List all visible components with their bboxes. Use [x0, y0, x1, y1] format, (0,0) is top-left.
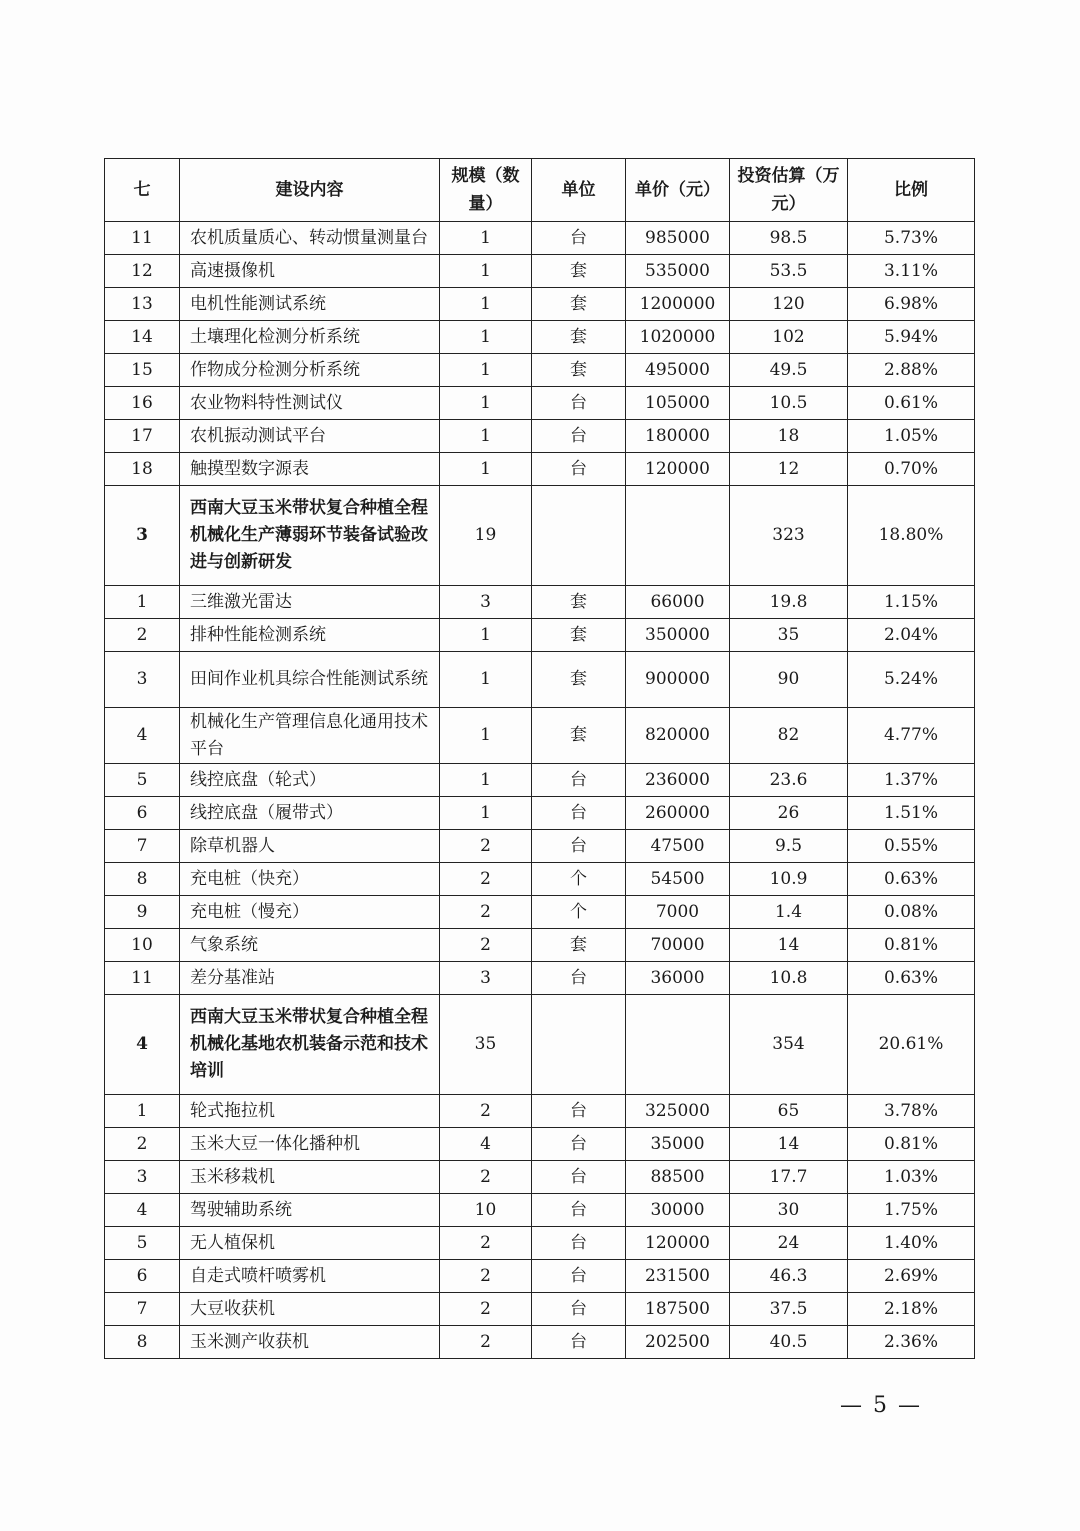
table-row — [105, 962, 975, 995]
cell-unit: 套 — [532, 619, 626, 652]
cell-content: 农机质量质心、转动惯量测量台 — [180, 222, 440, 255]
cell-qty: 1 — [440, 619, 532, 652]
cell-qty: 2 — [440, 863, 532, 896]
cell-content: 自走式喷杆喷雾机 — [180, 1260, 440, 1293]
cell-content: 线控底盘（轮式） — [180, 764, 440, 797]
cell-content: 西南大豆玉米带状复合种植全程机械化生产薄弱环节装备试验改进与创新研发 — [180, 486, 440, 586]
cell-unit: 台 — [532, 1260, 626, 1293]
cell-content: 线控底盘（履带式） — [180, 797, 440, 830]
cell-qty: 2 — [440, 929, 532, 962]
table-header — [105, 159, 975, 222]
cell-ratio: 1.05% — [848, 420, 975, 453]
cell-price: 180000 — [626, 420, 730, 453]
cell-content: 气象系统 — [180, 929, 440, 962]
cell-content: 驾驶辅助系统 — [180, 1194, 440, 1227]
cell-content: 轮式拖拉机 — [180, 1095, 440, 1128]
cell-invest: 46.3 — [730, 1260, 848, 1293]
cell-unit: 台 — [532, 764, 626, 797]
cell-unit: 套 — [532, 586, 626, 619]
header-qty: 规模（数量） — [440, 159, 532, 222]
cell-qty: 1 — [440, 255, 532, 288]
table-row — [105, 708, 975, 764]
table-row — [105, 764, 975, 797]
cell-qty: 1 — [440, 708, 532, 764]
cell-content: 土壤理化检测分析系统 — [180, 321, 440, 354]
cell-content: 无人植保机 — [180, 1227, 440, 1260]
table-row — [105, 863, 975, 896]
cell-invest: 10.9 — [730, 863, 848, 896]
cell-unit: 台 — [532, 830, 626, 863]
cell-unit: 台 — [532, 1095, 626, 1128]
page-number: — 5 — — [840, 1393, 922, 1418]
cell-no: 5 — [105, 764, 180, 797]
cell-no: 11 — [105, 962, 180, 995]
header-no: 七 — [105, 159, 180, 222]
cell-no: 18 — [105, 453, 180, 486]
cell-content: 充电桩（慢充） — [180, 896, 440, 929]
cell-content: 西南大豆玉米带状复合种植全程机械化基地农机装备示范和技术培训 — [180, 995, 440, 1095]
table-row — [105, 652, 975, 708]
cell-unit: 台 — [532, 1194, 626, 1227]
table-row — [105, 619, 975, 652]
cell-price: 325000 — [626, 1095, 730, 1128]
header-content: 建设内容 — [180, 159, 440, 222]
cell-ratio: 0.70% — [848, 453, 975, 486]
cell-no: 15 — [105, 354, 180, 387]
cell-no: 7 — [105, 1293, 180, 1326]
cell-price: 30000 — [626, 1194, 730, 1227]
cell-unit: 台 — [532, 387, 626, 420]
cell-qty: 4 — [440, 1128, 532, 1161]
cell-content: 农机振动测试平台 — [180, 420, 440, 453]
cell-ratio: 0.55% — [848, 830, 975, 863]
cell-invest: 37.5 — [730, 1293, 848, 1326]
cell-unit: 台 — [532, 222, 626, 255]
cell-content: 电机性能测试系统 — [180, 288, 440, 321]
cell-price: 231500 — [626, 1260, 730, 1293]
cell-ratio: 18.80% — [848, 486, 975, 586]
cell-qty: 2 — [440, 1293, 532, 1326]
cell-unit: 套 — [532, 288, 626, 321]
cell-unit: 套 — [532, 929, 626, 962]
cell-qty: 1 — [440, 420, 532, 453]
cell-no: 16 — [105, 387, 180, 420]
cell-price: 236000 — [626, 764, 730, 797]
cell-no: 13 — [105, 288, 180, 321]
cell-invest: 98.5 — [730, 222, 848, 255]
cell-content: 玉米移栽机 — [180, 1161, 440, 1194]
table-row — [105, 830, 975, 863]
cell-price: 1020000 — [626, 321, 730, 354]
cell-price: 202500 — [626, 1326, 730, 1359]
cell-content: 高速摄像机 — [180, 255, 440, 288]
cell-content: 机械化生产管理信息化通用技术平台 — [180, 708, 440, 764]
cell-price: 7000 — [626, 896, 730, 929]
cell-invest: 35 — [730, 619, 848, 652]
table-row — [105, 354, 975, 387]
cell-invest: 65 — [730, 1095, 848, 1128]
cell-ratio: 2.18% — [848, 1293, 975, 1326]
cell-price: 120000 — [626, 1227, 730, 1260]
cell-no: 4 — [105, 708, 180, 764]
cell-content: 农业物料特性测试仪 — [180, 387, 440, 420]
cell-ratio: 2.69% — [848, 1260, 975, 1293]
cell-ratio: 5.94% — [848, 321, 975, 354]
cell-price: 260000 — [626, 797, 730, 830]
cell-invest: 24 — [730, 1227, 848, 1260]
table-row — [105, 929, 975, 962]
cell-unit: 台 — [532, 1161, 626, 1194]
cell-ratio: 3.78% — [848, 1095, 975, 1128]
cell-qty: 1 — [440, 453, 532, 486]
cell-unit: 台 — [532, 1293, 626, 1326]
cell-qty: 2 — [440, 1161, 532, 1194]
cell-unit: 台 — [532, 797, 626, 830]
cell-ratio: 0.81% — [848, 1128, 975, 1161]
header-invest: 投资估算（万元） — [730, 159, 848, 222]
table-row — [105, 1326, 975, 1359]
cell-ratio: 5.24% — [848, 652, 975, 708]
cell-price: 1200000 — [626, 288, 730, 321]
cell-price — [626, 995, 730, 1095]
cell-qty: 35 — [440, 995, 532, 1095]
cell-ratio: 3.11% — [848, 255, 975, 288]
cell-ratio: 2.36% — [848, 1326, 975, 1359]
table-row — [105, 1227, 975, 1260]
header-ratio: 比例 — [848, 159, 975, 222]
cell-ratio: 4.77% — [848, 708, 975, 764]
cell-invest: 26 — [730, 797, 848, 830]
cell-unit: 套 — [532, 255, 626, 288]
cell-invest: 18 — [730, 420, 848, 453]
cell-invest: 1.4 — [730, 896, 848, 929]
header-price: 单价（元） — [626, 159, 730, 222]
cell-content: 玉米测产收获机 — [180, 1326, 440, 1359]
cell-invest: 90 — [730, 652, 848, 708]
cell-content: 充电桩（快充） — [180, 863, 440, 896]
cell-unit: 台 — [532, 1326, 626, 1359]
cell-price: 495000 — [626, 354, 730, 387]
table-row — [105, 420, 975, 453]
cell-price: 47500 — [626, 830, 730, 863]
cell-unit: 套 — [532, 354, 626, 387]
cell-no: 14 — [105, 321, 180, 354]
table-row — [105, 222, 975, 255]
cell-ratio: 1.40% — [848, 1227, 975, 1260]
cell-invest: 17.7 — [730, 1161, 848, 1194]
cell-qty: 3 — [440, 586, 532, 619]
cell-content: 作物成分检测分析系统 — [180, 354, 440, 387]
cell-no: 10 — [105, 929, 180, 962]
table-row — [105, 453, 975, 486]
cell-content: 差分基准站 — [180, 962, 440, 995]
cell-unit: 台 — [532, 1128, 626, 1161]
cell-no: 3 — [105, 1161, 180, 1194]
cell-ratio: 0.63% — [848, 863, 975, 896]
cell-invest: 102 — [730, 321, 848, 354]
table-row — [105, 288, 975, 321]
cell-no: 5 — [105, 1227, 180, 1260]
cell-invest: 49.5 — [730, 354, 848, 387]
cell-qty: 2 — [440, 1227, 532, 1260]
cell-qty: 3 — [440, 962, 532, 995]
cell-invest: 354 — [730, 995, 848, 1095]
cell-no: 1 — [105, 586, 180, 619]
table-row — [105, 321, 975, 354]
table-row — [105, 1161, 975, 1194]
cell-no: 4 — [105, 995, 180, 1095]
table-row — [105, 586, 975, 619]
cell-content: 三维激光雷达 — [180, 586, 440, 619]
cell-price: 900000 — [626, 652, 730, 708]
cell-qty: 1 — [440, 321, 532, 354]
cell-price: 120000 — [626, 453, 730, 486]
cell-price: 88500 — [626, 1161, 730, 1194]
cell-qty: 2 — [440, 830, 532, 863]
cell-no: 3 — [105, 486, 180, 586]
table-row — [105, 1194, 975, 1227]
cell-no: 8 — [105, 1326, 180, 1359]
table-row — [105, 387, 975, 420]
cell-ratio: 1.75% — [848, 1194, 975, 1227]
cell-no: 17 — [105, 420, 180, 453]
table-row — [105, 1293, 975, 1326]
cell-invest: 40.5 — [730, 1326, 848, 1359]
cell-qty: 19 — [440, 486, 532, 586]
cell-invest: 323 — [730, 486, 848, 586]
cell-qty: 1 — [440, 288, 532, 321]
table-body — [105, 222, 975, 1359]
cell-unit: 台 — [532, 1227, 626, 1260]
table-row — [105, 896, 975, 929]
cell-no: 8 — [105, 863, 180, 896]
cell-content: 触摸型数字源表 — [180, 453, 440, 486]
cell-price: 187500 — [626, 1293, 730, 1326]
group-row — [105, 995, 975, 1095]
cell-invest: 14 — [730, 1128, 848, 1161]
cell-price: 105000 — [626, 387, 730, 420]
cell-invest: 12 — [730, 453, 848, 486]
table-row — [105, 797, 975, 830]
cell-no: 2 — [105, 619, 180, 652]
cell-ratio: 2.04% — [848, 619, 975, 652]
cell-ratio: 2.88% — [848, 354, 975, 387]
cell-no: 6 — [105, 1260, 180, 1293]
cell-ratio: 0.81% — [848, 929, 975, 962]
cell-ratio: 0.61% — [848, 387, 975, 420]
cell-unit: 台 — [532, 962, 626, 995]
cell-ratio: 1.37% — [848, 764, 975, 797]
cell-invest: 82 — [730, 708, 848, 764]
cell-invest: 53.5 — [730, 255, 848, 288]
cell-invest: 30 — [730, 1194, 848, 1227]
cell-invest: 9.5 — [730, 830, 848, 863]
cell-content: 田间作业机具综合性能测试系统 — [180, 652, 440, 708]
table-row — [105, 1128, 975, 1161]
cell-qty: 1 — [440, 764, 532, 797]
cell-no: 6 — [105, 797, 180, 830]
cell-qty: 1 — [440, 652, 532, 708]
cell-qty: 2 — [440, 1326, 532, 1359]
cell-content: 大豆收获机 — [180, 1293, 440, 1326]
cell-unit: 台 — [532, 453, 626, 486]
cell-invest: 10.5 — [730, 387, 848, 420]
cell-no: 3 — [105, 652, 180, 708]
cell-invest: 23.6 — [730, 764, 848, 797]
cell-no: 12 — [105, 255, 180, 288]
cell-price: 54500 — [626, 863, 730, 896]
cell-ratio: 0.63% — [848, 962, 975, 995]
table-row — [105, 1260, 975, 1293]
cell-price: 66000 — [626, 586, 730, 619]
cell-no: 11 — [105, 222, 180, 255]
cell-qty: 1 — [440, 797, 532, 830]
header-unit: 单位 — [532, 159, 626, 222]
cell-ratio: 5.73% — [848, 222, 975, 255]
cell-ratio: 0.08% — [848, 896, 975, 929]
cell-qty: 1 — [440, 354, 532, 387]
cell-price — [626, 486, 730, 586]
cell-unit: 个 — [532, 863, 626, 896]
group-row — [105, 486, 975, 586]
cell-price: 70000 — [626, 929, 730, 962]
cell-unit — [532, 995, 626, 1095]
cell-ratio: 6.98% — [848, 288, 975, 321]
cell-unit: 台 — [532, 420, 626, 453]
cell-price: 820000 — [626, 708, 730, 764]
cell-no: 1 — [105, 1095, 180, 1128]
cell-no: 9 — [105, 896, 180, 929]
table-row — [105, 255, 975, 288]
cell-qty: 10 — [440, 1194, 532, 1227]
cell-ratio: 1.15% — [848, 586, 975, 619]
cell-content: 除草机器人 — [180, 830, 440, 863]
cell-price: 985000 — [626, 222, 730, 255]
cell-invest: 14 — [730, 929, 848, 962]
cell-invest: 10.8 — [730, 962, 848, 995]
cell-unit — [532, 486, 626, 586]
cell-content: 玉米大豆一体化播种机 — [180, 1128, 440, 1161]
cell-price: 535000 — [626, 255, 730, 288]
cell-qty: 2 — [440, 1260, 532, 1293]
cell-no: 4 — [105, 1194, 180, 1227]
cell-invest: 120 — [730, 288, 848, 321]
cell-qty: 1 — [440, 222, 532, 255]
investment-table — [104, 158, 975, 1359]
cell-qty: 2 — [440, 896, 532, 929]
cell-no: 2 — [105, 1128, 180, 1161]
cell-unit: 套 — [532, 708, 626, 764]
cell-ratio: 20.61% — [848, 995, 975, 1095]
cell-qty: 1 — [440, 387, 532, 420]
cell-price: 350000 — [626, 619, 730, 652]
cell-no: 7 — [105, 830, 180, 863]
cell-invest: 19.8 — [730, 586, 848, 619]
cell-content: 排种性能检测系统 — [180, 619, 440, 652]
cell-price: 36000 — [626, 962, 730, 995]
cell-unit: 套 — [532, 652, 626, 708]
cell-price: 35000 — [626, 1128, 730, 1161]
cell-unit: 个 — [532, 896, 626, 929]
cell-ratio: 1.51% — [848, 797, 975, 830]
cell-ratio: 1.03% — [848, 1161, 975, 1194]
cell-qty: 2 — [440, 1095, 532, 1128]
table-row — [105, 1095, 975, 1128]
cell-unit: 套 — [532, 321, 626, 354]
